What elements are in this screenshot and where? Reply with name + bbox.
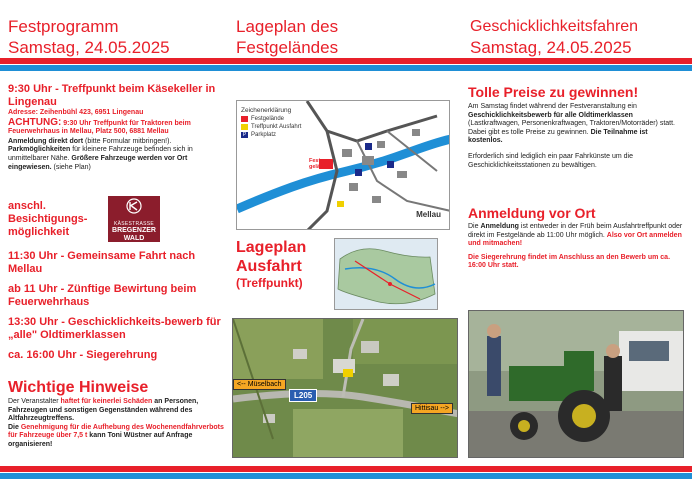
anmeldung-t1: Die	[468, 223, 481, 230]
hinweise-t3: an Personen, Fahrzeugen und sonstigen Gegenständen während des Altfahrzeugtreffens.	[8, 398, 199, 423]
program-item-bewerb: 13:30 Uhr - Geschicklichkeits-bewerb für „alle" Oldtimerklassen	[8, 316, 221, 341]
anmeldung-t2: Anmeldung	[480, 223, 519, 230]
ausfahrt-line1: Lageplan	[236, 239, 307, 256]
treff-swatch-icon	[241, 124, 248, 130]
hinweise-section	[8, 378, 224, 450]
achtung-text: 9:30 Uhr Treffpunkt für Traktoren beim Feuerwehrhaus in Mellau, Platz 500, 6881 Mellau	[8, 119, 191, 136]
preise-p1a: Am Samstag findet während der Festveranstaltung ein	[468, 103, 637, 110]
parking-bold: Parkmöglichkeiten	[8, 146, 71, 154]
hinweise-t4: Die	[8, 423, 21, 431]
program-item-fahrt: 11:30 Uhr - Gemeinsame Fahrt nach Mellau	[8, 250, 196, 275]
hinweise-t1: Der Veranstalter	[8, 398, 61, 405]
program-achtung	[8, 116, 224, 137]
top-red-band	[0, 58, 692, 64]
ausfahrt-line2: Ausfahrt	[236, 258, 302, 275]
preise-p1d: Die Teilnahme ist kostenlos.	[468, 128, 648, 145]
parking-rest: für kleinere Fahrzeuge befinden sich in unmittelbarer Nähe.	[8, 146, 193, 162]
logo-line2: BREGENZER	[112, 227, 156, 234]
preise-title: Tolle Preise zu gewinnen!	[468, 84, 639, 100]
map-legend	[241, 107, 301, 138]
program-item-siegerehrung: ca. 16:00 Uhr - Siegerehrung	[8, 349, 158, 361]
hinweise-title: Wichtige Hinweise	[8, 379, 149, 396]
anmeldung-text1	[468, 223, 684, 249]
region-map	[334, 238, 438, 310]
parking-icon: P	[242, 132, 247, 138]
program-item-besichtigung: anschl. Besichtigungs-möglichkeit	[8, 200, 88, 238]
legend-fest-label: Festgelände	[251, 116, 285, 122]
program-header-title: Festprogramm	[8, 17, 119, 36]
legend-treff-label: Treffpunkt Ausfahrt	[251, 124, 302, 130]
anmeldung-t4: Also vor Ort anmelden und mitmachen!	[468, 231, 682, 248]
logo-line3: WALD	[123, 235, 145, 242]
program-parking	[8, 146, 224, 172]
anmeldung-text2: Die Siegerehrung findet im Anschluss an den Bewerb um ca. 16:00 Uhr statt.	[468, 253, 671, 270]
map-header	[236, 16, 338, 58]
road-sign-l205: L205	[289, 389, 317, 402]
arrow-mueselbach: <-- Müselbach	[233, 379, 286, 390]
anmeldung-rest: (bitte Formular mitbringen!).	[83, 137, 172, 145]
tractor-photo	[468, 310, 684, 458]
site-map	[236, 100, 450, 230]
program-item-bewirtung: ab 11 Uhr - Zünftige Bewirtung beim Feuerwehrhaus	[8, 283, 197, 308]
ausfahrt-line3: (Treffpunkt)	[236, 276, 303, 290]
parking-rest2: (siehe Plan)	[51, 163, 91, 171]
hinweise-t6: kann Toni Wüstner auf Anfrage organisieren!	[8, 432, 193, 448]
program-anmeldung	[8, 138, 224, 147]
bottom-blue-band	[0, 473, 692, 479]
legend-park-label: Parkplatz	[251, 132, 277, 138]
preise-text2: Erforderlich sind lediglich ein paar Fahrkünste um die Geschicklichkeitsstationen zu bewältigen.	[468, 152, 633, 169]
anmeldung-bold: Anmeldung direkt dort	[8, 137, 84, 145]
program-column	[8, 83, 224, 172]
legend-item-park	[241, 132, 301, 138]
fest-swatch-icon	[241, 116, 248, 122]
map-fest-label: Fest-gelände	[309, 158, 330, 170]
kaesestrasse-logo	[108, 196, 160, 242]
legend-item-treff	[241, 124, 301, 130]
map-header-line2: Festgeländes	[236, 38, 339, 57]
achtung-label: ACHTUNG:	[8, 116, 62, 128]
legend-item-fest	[241, 116, 301, 122]
program-header-date: Samstag, 24.05.2025	[8, 38, 170, 57]
ausfahrt-title	[236, 238, 306, 291]
program-item-treffpunkt: 9:30 Uhr - Treffpunkt beim Käsekeller in Lingenau	[8, 83, 216, 108]
arrow-hittisau: Hittisau -->	[411, 403, 453, 414]
anmeldung-section	[468, 205, 684, 271]
parking-bold2: Größere Fahrzeuge werden vor Ort eingewiesen.	[8, 154, 188, 171]
map-mellau-label: Mellau	[416, 210, 441, 219]
contest-header	[470, 16, 638, 58]
logo-emblem-icon	[108, 196, 160, 216]
anmeldung-t3: ist entweder in der Früh beim Ausfahrtreffpunkt oder direkt im Festgelände ab 11:00 Uhr möglich.	[468, 223, 683, 239]
legend-title: Zeichenerklärung	[241, 107, 292, 114]
logo-line1: KÄSESTRASSE	[114, 221, 154, 227]
anmeldung-title: Anmeldung vor Ort	[468, 205, 596, 221]
program-later-items	[8, 250, 224, 362]
region-map-drawing	[335, 239, 438, 310]
preise-p1b: Geschicklichkeitsbewerb für alle Oldtimerklassen	[468, 111, 633, 119]
hinweise-text1	[8, 398, 224, 424]
hinweise-t5: Genehmigung für die Aufhebung des Wochenendfahrverbots für Fahrzeuge über 7,5 t	[8, 423, 224, 440]
preise-p1c: (Lastkraftwagen, Personenkraftwagen, Traktoren/Motorräder) statt. Dabei gibt es tolle Preise zu gewinnen.	[468, 120, 675, 136]
contest-header-title: Geschicklichkeitsfahren	[470, 18, 639, 35]
top-blue-band	[0, 65, 692, 71]
contest-header-date: Samstag, 24.05.2025	[470, 38, 632, 57]
program-header	[8, 16, 170, 58]
bottom-red-band	[0, 466, 692, 472]
hinweise-text2	[8, 424, 224, 450]
preise-text1	[468, 103, 684, 146]
preise-section	[468, 84, 684, 170]
hinweise-t2: haftet für keinerlei Schäden	[60, 398, 153, 405]
tractor-drawing	[469, 311, 684, 458]
map-header-line1: Lageplan des	[236, 17, 339, 36]
program-address: Adresse: Zeihenbühl 423, 6951 Lingenau	[8, 109, 144, 116]
aerial-photo	[232, 318, 458, 458]
